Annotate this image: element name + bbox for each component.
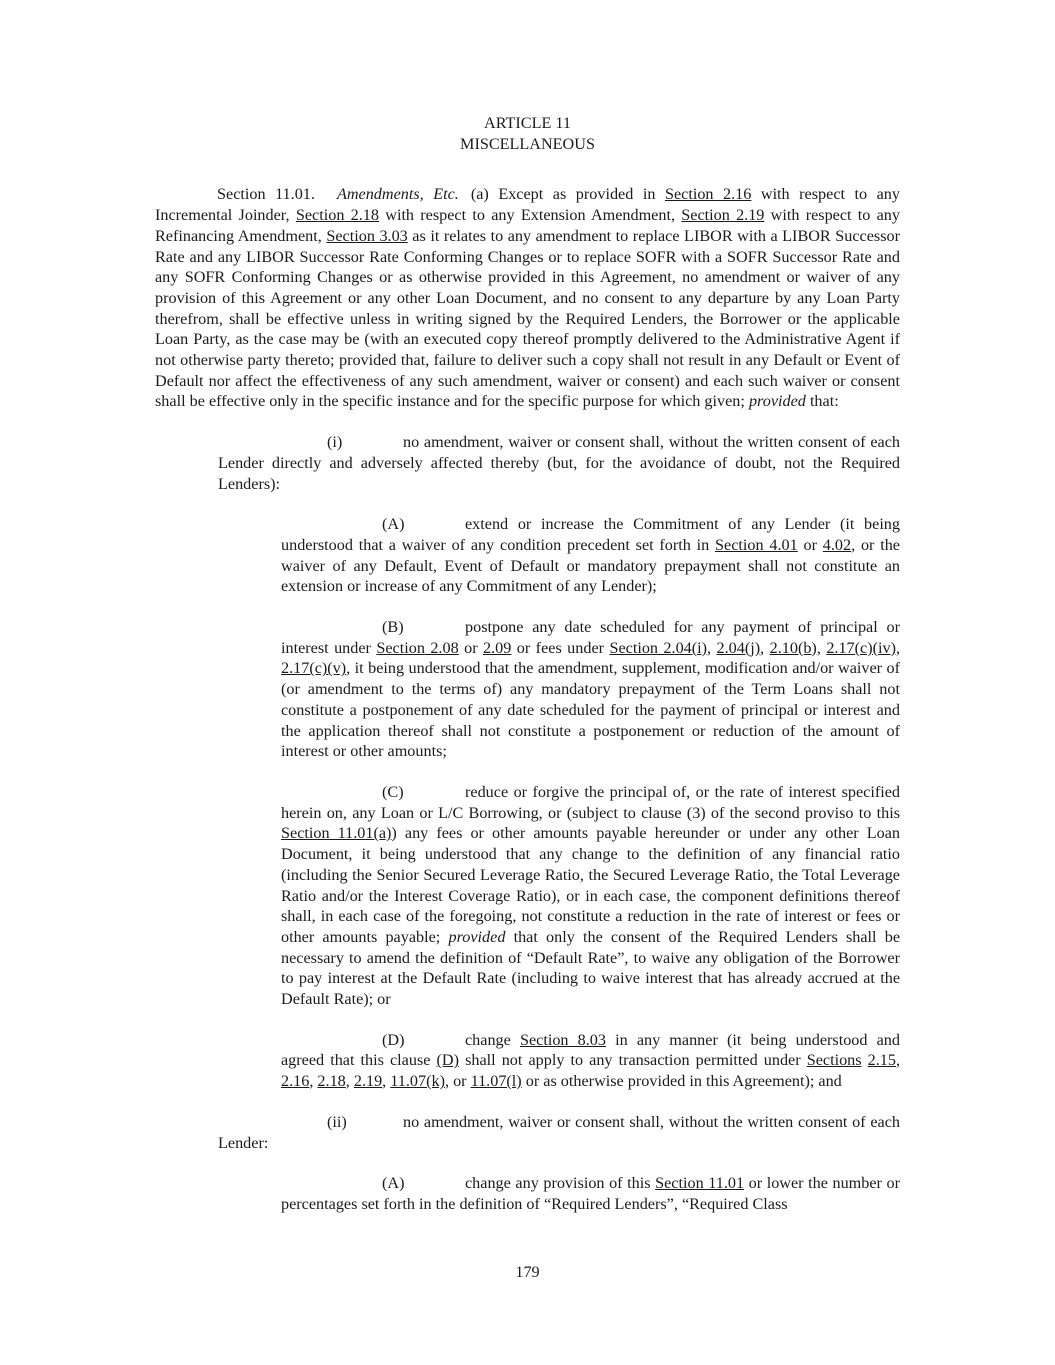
section-reference: Section 8.03 [519,1030,606,1049]
clause-enumerator: (A) [382,515,405,534]
section-reference: (D) [436,1051,459,1070]
text-run: no amendment, waiver or consent shall, without the written consent of each Lender directly and adversely affected thereby (but, for the avoidance of doubt, not the Required Lenders): [218,433,900,493]
text-run: , [309,1072,318,1091]
text-run: , [895,638,901,657]
section-reference: 4.02 [822,535,852,554]
text-run: , [895,1051,901,1070]
page-number: 179 [515,1263,540,1281]
section-reference: 2.17(c)(iv) [826,638,896,657]
clause-enumerator: (i) [327,433,343,452]
text-run: , [382,1072,391,1091]
text-run: that: [805,392,839,411]
text-run: or [797,535,823,554]
clause-ii-A [281,1173,900,1214]
section-reference: 2.10(b) [769,638,817,657]
text-run: , it being understood that the amendment, supplement, modification and/or waiver of (or amendment to the terms of) any mandatory prepayment of the Term Loans shall not constitute a postponement of any date scheduled for the payment of principal or interest and the application thereof shall not constitute a postponement or reduction of the amount of interest or other amounts; [281,659,900,761]
clause-i-B [281,617,900,762]
text-run: postpone any date scheduled for any payment of principal or interest under [281,618,900,657]
text-run: in any manner (it being understood and agreed that this clause [281,1030,900,1070]
clause-i-D [281,1030,900,1092]
section-reference: Section 2.04(i) [609,638,708,657]
text-run: shall not apply to any transaction permitted under [459,1051,807,1070]
text-run: extend or increase the Commitment of any Lender (it being understood that a waiver of any condition precedent set forth in [281,515,900,554]
text-run: change any provision of this [465,1174,656,1193]
clause-enumerator: (B) [382,618,404,637]
section-reference: Section 3.03 [326,226,408,245]
article-subtitle: MISCELLANEOUS [460,134,595,153]
paragraph-section-11-01-intro [155,184,900,412]
clause-enumerator: (A) [382,1174,405,1193]
section-reference: 2.04(j) [716,638,761,657]
text-run: with respect to any Extension Amendment, [379,206,682,225]
text-run: provided [448,927,506,946]
text-run: , [816,638,827,657]
section-reference: 2.15 [867,1051,896,1070]
text-run: , [707,638,717,657]
section-reference: Section 11.01 [655,1174,745,1193]
section-reference: Section 4.01 [715,535,798,554]
clause-i [218,432,900,494]
clause-i-A [281,514,900,597]
text-run: as it relates to any amendment to replace LIBOR with a LIBOR Successor Rate and any LIBOR Successor Rate Conforming Changes or to replace SOFR with a SOFR Successor Rate and any SOFR Conforming Changes or as otherwise provided in this Agreement, no amendment or waiver of any provision of this Agreement or any other Loan Document, and no consent to any departure by any Loan Party therefrom, shall be effective unless in writing signed by the Required Lenders, the Borrower or the applicable Loan Party, as the case may be (with an executed copy thereof promptly delivered to the Administrative Agent if not otherwise party thereto; provided that, failure to deliver such a copy shall not result in any Default or Event of Default nor affect the effectiveness of any such amendment, waiver or consent) and each such waiver or consent shall be effective only in the specific instance and for the specific purpose for which given; [155,226,900,411]
text-run: , [760,638,770,657]
text-run: or [458,638,484,657]
section-reference: 2.17(c)(v) [281,659,347,678]
section-reference: 2.16 [281,1072,310,1091]
text-run: , [345,1072,354,1091]
text-run: or as otherwise provided in this Agreement); and [521,1072,842,1091]
text-run: that only the consent of the Required Lenders shall be necessary to amend the definition of “Default Rate”, to waive any obligation of the Borrower to pay interest at the Default Rate (including to waive interest that has already accrued at the Default Rate); or [281,927,900,1009]
text-run: , or the waiver of any Default, Event of Default or mandatory prepayment shall not constitute an extension or increase of any Commitment of any Lender); [281,535,900,596]
section-reference: Section 2.18 [295,206,379,225]
section-reference: Section 11.01(a) [281,824,392,843]
document-body [155,184,900,1214]
article-heading [155,113,900,154]
text-run: no amendment, waiver or consent shall, without the written consent of each Lender: [218,1112,900,1152]
section-reference: 2.18 [317,1072,346,1091]
text-run: Section 11.01. [217,185,315,204]
text-run: , or [444,1072,471,1091]
text-run: with respect to any Incremental Joinder, [155,185,900,225]
text-run: reduce or forgive the principal of, or the rate of interest specified herein on, any Loan or L/C Borrowing, or (subject to clause (3) of the second proviso to this [281,782,900,822]
text-run: with respect to any Refinancing Amendment, [155,206,900,245]
clause-ii [218,1112,900,1153]
text-run: change [465,1030,520,1049]
clause-enumerator: (ii) [327,1112,347,1131]
clause-enumerator: (C) [382,782,404,801]
section-reference: Section 2.16 [664,185,752,204]
section-reference: 11.07(l) [470,1072,522,1091]
section-reference: 11.07(k) [390,1072,445,1091]
text-run: (a) Except as provided in [470,185,665,204]
section-reference: Sections [806,1051,862,1070]
text-run: ) any fees or other amounts payable hereunder or under any other Loan Document, it being understood that any change to the definition of any financial ratio (including the Senior Secured Leverage Ratio, the Secured Leverage Ratio, the Total Leverage Ratio and/or the Interest Coverage Ratio), or in each case, the component definitions thereof shall, in each case of the foregoing, not constitute a reduction in the rate of interest or fees or other amounts payable; [281,824,901,946]
text-run: Amendments, Etc. [336,185,459,204]
text-run: provided [748,392,806,411]
clause-enumerator: (D) [382,1030,405,1049]
text-run: or lower the number or percentages set forth in the definition of “Required Lenders”, “Required Class [281,1174,900,1213]
text-run: or fees under [511,638,610,657]
section-reference: 2.19 [353,1072,383,1091]
section-reference: 2.09 [483,638,512,657]
section-reference: Section 2.08 [376,638,459,657]
clause-i-C [281,782,900,1010]
article-title: ARTICLE 11 [484,114,571,132]
section-reference: Section 2.19 [681,206,765,225]
